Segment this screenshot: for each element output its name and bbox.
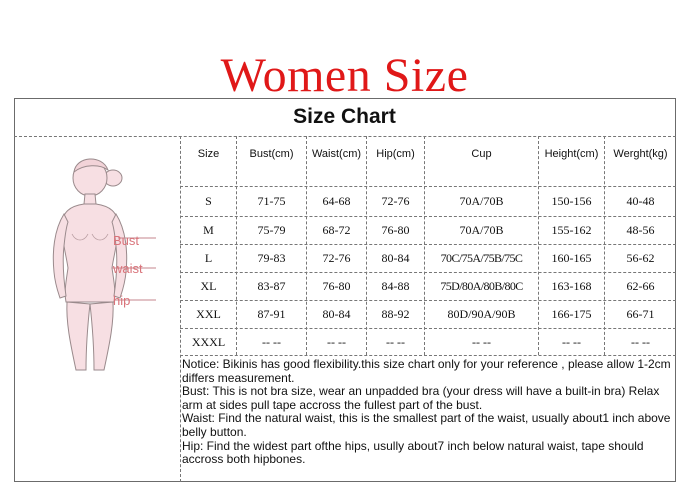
- table-cell: -- --: [472, 334, 491, 349]
- table-cell: 80D/90A/90B: [447, 307, 516, 321]
- size-chart-title: Size Chart: [293, 105, 396, 128]
- table-cell: S: [205, 194, 212, 208]
- table-cell: 40-48: [626, 194, 655, 208]
- table-cell: 62-66: [626, 279, 655, 293]
- table-cell: 79-83: [257, 251, 286, 265]
- header-cup: Cup: [471, 148, 492, 160]
- table-cell: 76-80: [322, 279, 351, 293]
- table-cell: 160-165: [551, 251, 592, 265]
- header-bust: Bust(cm): [249, 148, 294, 160]
- table-cell: 87-91: [257, 307, 286, 321]
- table-cell: -- --: [386, 334, 405, 349]
- table-cell: 75D/80A/80B/80C: [440, 279, 523, 293]
- table-cell: L: [204, 251, 213, 265]
- table-cell: -- --: [631, 334, 650, 349]
- table-cell: 56-62: [626, 251, 655, 265]
- table-cell: XXL: [196, 307, 221, 321]
- table-cell: 76-80: [381, 223, 410, 237]
- note-waist: Waist: Find the natural waist, this is the smallest part of the waist, usually about1 inch above belly button.: [182, 411, 671, 439]
- table-cell: 150-156: [551, 194, 592, 208]
- waist-label: waist: [113, 261, 143, 276]
- table-cell: 84-88: [381, 279, 410, 293]
- table-cell: 163-168: [551, 279, 592, 293]
- page-title: Women Size: [220, 49, 469, 102]
- table-cell: 70C/75A/75B/75C: [440, 251, 523, 265]
- table-cell: 80-84: [322, 307, 351, 321]
- table-cell: -- --: [327, 334, 346, 349]
- table-cell: -- --: [262, 334, 281, 349]
- header-waist: Waist(cm): [311, 148, 362, 160]
- table-cell: 70A/70B: [459, 223, 504, 237]
- table-cell: 70A/70B: [459, 194, 504, 208]
- hip-label: hip: [113, 293, 131, 308]
- table-cell: 80-84: [381, 251, 410, 265]
- table-cell: 166-175: [551, 307, 592, 321]
- note-bust: Bust: This is not bra size, wear an unpadded bra (your dress will have a built-in bra) Relax arm at sides pull tape accross the fullest part of the bust.: [182, 384, 660, 412]
- table-cell: XL: [200, 279, 217, 293]
- size-notes: [182, 358, 672, 467]
- body-figure-illustration: [40, 142, 190, 372]
- table-cell: 64-68: [322, 194, 351, 208]
- table-cell: 72-76: [381, 194, 410, 208]
- table-cell: 48-56: [626, 223, 655, 237]
- table-cell: M: [203, 223, 214, 237]
- header-weight: Werght(kg): [613, 148, 668, 160]
- table-cell: 71-75: [257, 194, 286, 208]
- table-cell: 88-92: [381, 307, 410, 321]
- bust-label: Bust: [113, 233, 140, 248]
- header-height: Height(cm): [544, 148, 599, 160]
- table-cell: XXXL: [191, 334, 226, 349]
- row-divider: [180, 355, 676, 356]
- note-notice: Notice: Bikinis has good flexibility.this size chart only for your reference , please allow 1-2cm differs measurement.: [182, 357, 671, 385]
- table-cell: 155-162: [551, 223, 592, 237]
- table-cell: 72-76: [322, 251, 351, 265]
- table-cell: 68-72: [322, 223, 351, 237]
- table-cell: 83-87: [257, 279, 286, 293]
- header-size: Size: [197, 148, 220, 160]
- table-cell: 66-71: [626, 307, 655, 321]
- table-cell: -- --: [562, 334, 581, 349]
- header-hip: Hip(cm): [376, 148, 415, 160]
- table-cell: 75-79: [257, 223, 286, 237]
- note-hip: Hip: Find the widest part ofthe hips, usully about7 inch below natural waist, tape should accross both hipbones.: [182, 438, 644, 467]
